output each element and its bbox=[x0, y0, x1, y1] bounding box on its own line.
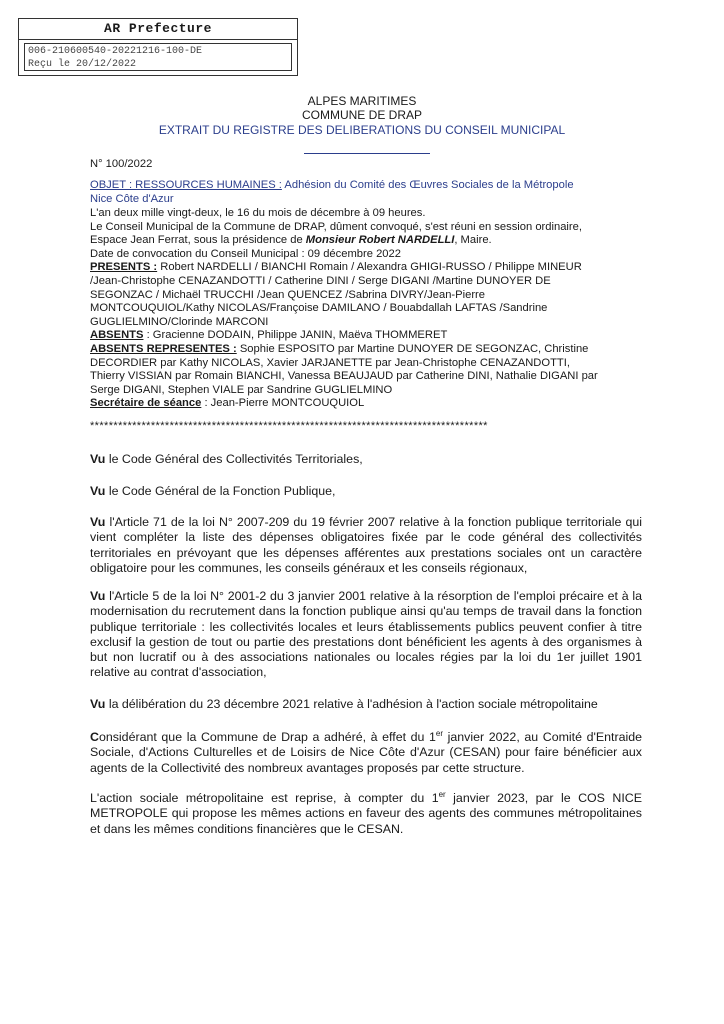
object-label: OBJET : RESSOURCES HUMAINES : bbox=[90, 179, 282, 191]
represented-line: Serge DIGANI, Stephen VIALE par Sandrine GUGLIELMINO bbox=[90, 383, 393, 396]
vu-paragraph: Vu l'Article 5 de la loi N° 2001-2 du 3 janvier 2001 relative à la résorption de l'emploi précaire et à la modernisation du recrutement dans la fonction publique ainsi qu'au temps de travail dans la fonction publique territoriale : les collectivités locales et leurs établissements publics peuvent confier à titre exclusif la gestion de tout ou partie des prestations dont bénéficient les agents à des organismes à but non lucratif ou à des associations nationales ou locales régies par la loi du 1er juillet 1901 relative au contrat d'association, bbox=[90, 589, 642, 680]
session-details bbox=[90, 207, 640, 411]
vu-paragraph: Vu la délibération du 23 décembre 2021 relative à l'adhésion à l'action sociale métropolitaine bbox=[90, 697, 598, 711]
asterisk-separator: ************************************************************************************* bbox=[90, 420, 488, 432]
convocation-date: Date de convocation du Conseil Municipal : 09 décembre 2022 bbox=[90, 247, 401, 260]
action-sociale-paragraph: L'action sociale métropolitaine est reprise, à compter du 1er janvier 2023, par le COS NICE METROPOLE qui propose les mêmes actions en faveur des agents des communes métropolitaines et dans les mêmes conditions financières que le CESAN. bbox=[90, 789, 643, 836]
absents-line: ABSENTS : Gracienne DODAIN, Philippe JANIN, Maëva THOMMERET bbox=[90, 329, 448, 342]
considerant-paragraph: Considérant que la Commune de Drap a adhéré, à effet du 1er janvier 2022, au Comité d'Entraide Sociale, d'Actions Culturelles et de Loisirs de Nice Côte d'Azur (CESAN) pour faire bénéficier aux agents de la Collectivité des nombreux avantages proposés par cette structure. bbox=[90, 728, 642, 775]
session-date: L'an deux mille vingt-deux, le 16 du mois de décembre à 09 heures. bbox=[90, 207, 426, 219]
header-separator bbox=[304, 153, 430, 154]
secretary-label: Secrétaire de séance bbox=[90, 397, 202, 410]
vu-paragraph: Vu l'Article 71 de la loi N° 2007-209 du 19 février 2007 relative à la fonction publique territoriale qui vient compléter la liste des dépenses obligatoires fixée par le code général des collectivités territoriales en prévoyant que les dépenses afférentes aux prestations sociales ont un caractère obligatoire pour les communes, les conseils généraux et les conseils régionaux, bbox=[90, 515, 642, 575]
secretary-line: Secrétaire de séance : Jean-Pierre MONTCOUQUIOL bbox=[90, 397, 365, 410]
vu-paragraph: Vu le Code Général de la Fonction Publique, bbox=[90, 484, 336, 498]
object-text-line2: Nice Côte d'Azur bbox=[90, 192, 174, 205]
presents-label: PRESENTS : bbox=[90, 261, 158, 274]
presents-line: /Jean-Christophe CENAZANDOTTI / Catherine DINI / Serge DIGANI /Martine DUNOYER DE bbox=[90, 274, 551, 287]
represented-line: DECORDIER par Kathy NICOLAS, Xavier JARJANETTE par Jean-Christophe CENAZANDOTTI, bbox=[90, 356, 570, 369]
stamp-title: AR Prefecture bbox=[19, 19, 297, 40]
deliberation-object bbox=[90, 179, 640, 206]
session-convocation: Le Conseil Municipal de la Commune de DRAP, dûment convoqué, s'est réuni en session ordinaire, bbox=[90, 220, 582, 233]
represented-line: Thierry VISSIAN par Romain BIANCHI, Vanessa BEAUJAUD par Catherine DINI, Nathalie DIGANI par bbox=[90, 370, 598, 383]
represented-line: ABSENTS REPRESENTES : Sophie ESPOSITO par Martine DUNOYER DE SEGONZAC, Christine bbox=[90, 342, 589, 355]
deliberation-number: N° 100/2022 bbox=[90, 158, 153, 170]
vu-paragraph: Vu le Code Général des Collectivités Territoriales, bbox=[90, 452, 363, 466]
object-text: Adhésion du Comité des Œuvres Sociales de la Métropole bbox=[281, 179, 574, 191]
stamp-received-date: Reçu le 20/12/2022 bbox=[28, 59, 137, 70]
stamp-details bbox=[24, 43, 292, 71]
mayor-name: Monsieur Robert NARDELLI bbox=[305, 234, 455, 247]
stamp-reference: 006-210600540-20221216-100-DE bbox=[28, 46, 203, 57]
commune-name: COMMUNE DE DRAP bbox=[301, 108, 422, 122]
department-name: ALPES MARITIMES bbox=[307, 94, 417, 108]
presents-line: PRESENTS : Robert NARDELLI / BIANCHI Romain / Alexandra GHIGI-RUSSO / Philippe MINEUR bbox=[90, 261, 582, 274]
presents-line: MONTCOUQUIOL/Kathy NICOLAS/Françoise DAMILANO / Bouabdallah LAFTAS /Sandrine bbox=[90, 302, 548, 315]
absents-label: ABSENTS bbox=[90, 329, 144, 342]
register-title: EXTRAIT DU REGISTRE DES DELIBERATIONS DU CONSEIL MUNICIPAL bbox=[158, 123, 566, 137]
presents-line: SEGONZAC / Michaël TRUCCHI /Jean QUENCEZ /Sabrina DIVRY/Jean-Pierre bbox=[90, 288, 485, 301]
represented-label: ABSENTS REPRESENTES : bbox=[90, 342, 237, 355]
document-header bbox=[0, 94, 724, 137]
prefecture-stamp bbox=[18, 18, 298, 76]
presents-line: GUGLIELMINO/Clorinde MARCONI bbox=[90, 315, 269, 328]
session-location: Espace Jean Ferrat, sous la présidence de Monsieur Robert NARDELLI, Maire. bbox=[90, 234, 492, 247]
